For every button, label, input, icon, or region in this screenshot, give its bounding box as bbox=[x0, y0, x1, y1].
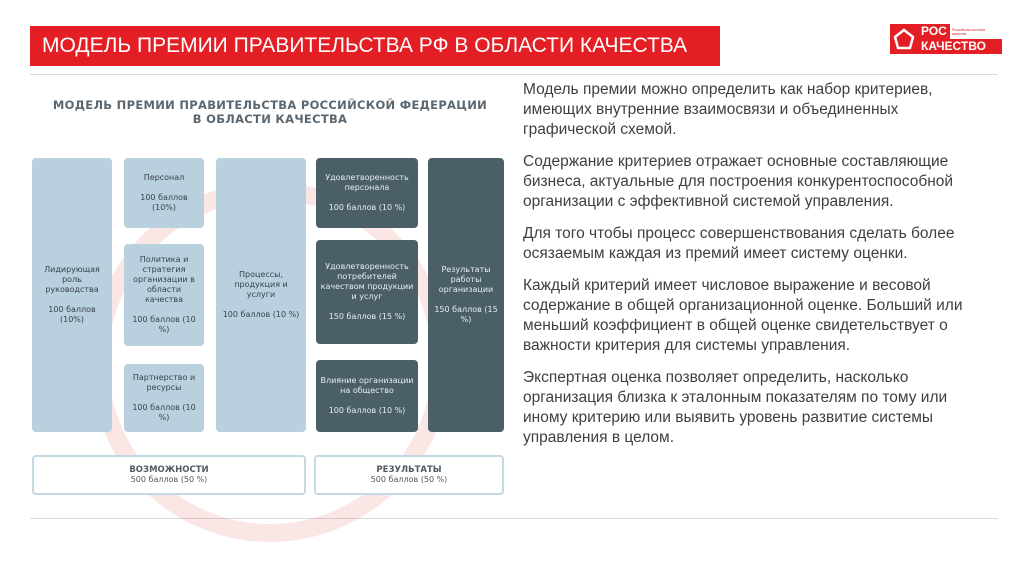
box-customer-satisfaction bbox=[316, 240, 418, 344]
slide-title: МОДЕЛЬ ПРЕМИИ ПРАВИТЕЛЬСТВА РФ В ОБЛАСТИ КАЧЕСТВА bbox=[42, 34, 688, 57]
paragraph-1: Модель премии можно определить как набор критериев, имеющих внутренние взаимосвязи и объединенных графической схемой. bbox=[523, 81, 933, 138]
logo-small-text: Российская система качества bbox=[951, 27, 985, 36]
box-leadership-label: Лидирующая роль руководства bbox=[44, 265, 100, 294]
box-results-work bbox=[428, 158, 504, 432]
box-staff-satisfaction-label: Удовлетворенность персонала bbox=[325, 173, 409, 192]
paragraph-4: Каждый критерий имеет числовое выражение и весовой содержание в общей организационной оценке. Больший или меньший коэффициент в общей оценке свидетельствует о важности критерия для системы управления. bbox=[523, 277, 963, 354]
box-staff-satisfaction-points: 100 баллов (10 %) bbox=[328, 203, 406, 212]
enablers-points: 500 баллов (50 %) bbox=[130, 475, 208, 484]
results-label: РЕЗУЛЬТАТЫ bbox=[376, 465, 442, 475]
diagram-title-line2: В ОБЛАСТИ КАЧЕСТВА bbox=[192, 112, 348, 126]
enablers-label: ВОЗМОЖНОСТИ bbox=[129, 465, 209, 475]
box-society bbox=[316, 360, 418, 432]
description-text bbox=[523, 80, 983, 460]
paragraph-5: Экспертная оценка позволяет определить, насколько организация близка к эталонным показателям по тому или иному критерию или выявить уровень развитие системы управления в целом. bbox=[523, 369, 948, 446]
ros-kachestvo-logo bbox=[890, 24, 1002, 54]
award-model-diagram bbox=[30, 82, 510, 502]
box-customer-satisfaction-points: 150 баллов (15 %) bbox=[328, 312, 406, 321]
box-results-work-label: Результаты работы организации bbox=[438, 265, 494, 294]
box-society-points: 100 баллов (10 %) bbox=[328, 406, 406, 415]
box-personnel bbox=[124, 158, 204, 228]
paragraph-2: Содержание критериев отражает основные составляющие бизнеса, актуальные для построения конкурентоспособной организации с эффективной системой управления. bbox=[523, 153, 954, 210]
results-points: 500 баллов (50 %) bbox=[370, 475, 448, 484]
results-summary bbox=[314, 455, 504, 495]
box-results-work-points: 150 баллов (15 %) bbox=[434, 305, 498, 324]
box-policy-label: Политика и стратегия организации в области качества bbox=[133, 255, 195, 304]
paragraph-3: Для того чтобы процесс совершенствования сделать более осязаемым каждая из премий имеет систему оценки. bbox=[523, 225, 955, 262]
box-processes-label: Процессы, продукция и услуги bbox=[234, 270, 288, 299]
box-leadership bbox=[32, 158, 112, 432]
box-leadership-points: 100 баллов (10%) bbox=[48, 305, 96, 324]
top-divider bbox=[30, 74, 998, 75]
diagram-title bbox=[30, 98, 510, 126]
box-personnel-points: 100 баллов (10%) bbox=[140, 193, 188, 212]
box-staff-satisfaction bbox=[316, 158, 418, 228]
box-customer-satisfaction-label: Удовлетворенность потребителей качеством продукции и услуг bbox=[320, 262, 414, 301]
box-personnel-label: Персонал bbox=[143, 173, 185, 182]
box-partnership-label: Партнерство и ресурсы bbox=[132, 373, 196, 392]
slide-title-bar bbox=[30, 26, 720, 66]
box-processes-points: 100 баллов (10 %) bbox=[222, 310, 300, 319]
box-partnership bbox=[124, 364, 204, 432]
logo-kachestvo-text: КАЧЕСТВО bbox=[918, 39, 1002, 54]
box-policy bbox=[124, 244, 204, 346]
box-partnership-points: 100 баллов (10 %) bbox=[132, 403, 196, 422]
enablers-summary bbox=[32, 455, 306, 495]
logo-ros-text: РОС bbox=[918, 24, 950, 39]
box-processes bbox=[216, 158, 306, 432]
pentagon-logo-icon bbox=[890, 24, 918, 54]
box-society-label: Влияние организации на общество bbox=[320, 376, 414, 395]
diagram-title-line1: МОДЕЛЬ ПРЕМИИ ПРАВИТЕЛЬСТВА РОССИЙСКОЙ ФЕДЕРАЦИИ bbox=[52, 98, 488, 112]
bottom-divider bbox=[30, 518, 998, 519]
box-policy-points: 100 баллов (10 %) bbox=[132, 315, 196, 334]
